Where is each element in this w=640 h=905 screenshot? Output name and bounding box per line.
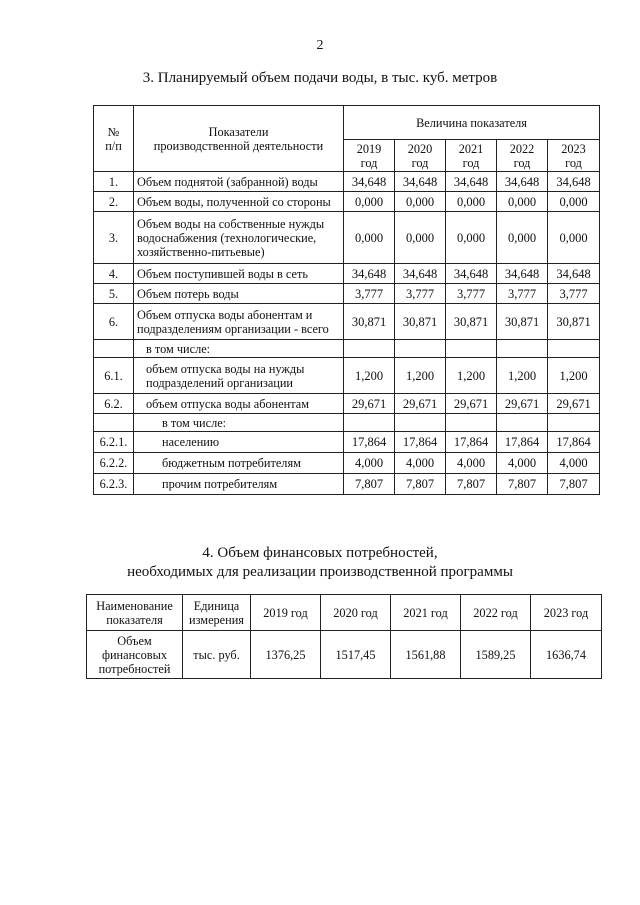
fin-header-cell: Наименование показателя <box>87 595 183 631</box>
row-value: 3,777 <box>497 284 548 304</box>
row-value <box>446 340 497 358</box>
row-value <box>344 414 395 432</box>
row-indicator: бюджетным потребителям <box>134 453 344 474</box>
row-value: 0,000 <box>548 212 600 264</box>
table4-title <box>0 544 640 582</box>
row-value <box>497 414 548 432</box>
row-value: 17,864 <box>446 432 497 453</box>
row-indicator: объем отпуска воды абонентам <box>134 394 344 414</box>
row-indicator: в том числе: <box>134 414 344 432</box>
table-row <box>94 172 600 192</box>
row-value: 29,671 <box>446 394 497 414</box>
row-value <box>446 414 497 432</box>
table-row <box>94 192 600 212</box>
row-value: 17,864 <box>344 432 395 453</box>
fin-value-cell: 1376,25 <box>251 631 321 679</box>
row-value: 0,000 <box>446 192 497 212</box>
row-number: 2. <box>94 192 134 212</box>
row-value: 1,200 <box>548 358 600 394</box>
fin-value-cell: 1561,88 <box>391 631 461 679</box>
row-number: 4. <box>94 264 134 284</box>
row-value: 30,871 <box>446 304 497 340</box>
row-value: 4,000 <box>395 453 446 474</box>
row-value: 0,000 <box>497 192 548 212</box>
row-value <box>344 340 395 358</box>
table-row <box>94 474 600 495</box>
row-indicator: Объем отпуска воды абонентам и подразделениям организации - всего <box>134 304 344 340</box>
row-value: 1,200 <box>395 358 446 394</box>
table-row <box>94 264 600 284</box>
row-value: 3,777 <box>395 284 446 304</box>
row-value: 30,871 <box>395 304 446 340</box>
row-value: 34,648 <box>395 172 446 192</box>
row-value: 30,871 <box>344 304 395 340</box>
row-indicator: в том числе: <box>134 340 344 358</box>
table-row <box>94 414 600 432</box>
row-value: 1,200 <box>497 358 548 394</box>
row-number: 6.2. <box>94 394 134 414</box>
table-row <box>94 453 600 474</box>
row-value: 34,648 <box>548 264 600 284</box>
row-value: 7,807 <box>344 474 395 495</box>
row-value <box>548 414 600 432</box>
row-value: 29,671 <box>344 394 395 414</box>
row-value: 34,648 <box>497 172 548 192</box>
fin-header-cell: Единица измерения <box>183 595 251 631</box>
row-value: 34,648 <box>446 172 497 192</box>
table-row <box>94 432 600 453</box>
fin-value-cell: 1636,74 <box>531 631 602 679</box>
row-value: 4,000 <box>344 453 395 474</box>
fin-value-cell: Объем финансовых потребностей <box>87 631 183 679</box>
fin-value-cell: 1517,45 <box>321 631 391 679</box>
financial-needs-table <box>86 594 602 679</box>
page-number: 2 <box>316 38 324 53</box>
row-number: 1. <box>94 172 134 192</box>
row-indicator: Объем поступившей воды в сеть <box>134 264 344 284</box>
row-indicator: Объем воды на собственные нужды водоснабжения (технологические, хозяйственно-питьевые) <box>134 212 344 264</box>
row-value <box>497 340 548 358</box>
table-row <box>94 284 600 304</box>
header-year: 2023 год <box>548 140 600 172</box>
fin-value-cell: тыс. руб. <box>183 631 251 679</box>
table-row <box>94 358 600 394</box>
row-value <box>395 414 446 432</box>
header-year: 2021 год <box>446 140 497 172</box>
row-number <box>94 414 134 432</box>
fin-header-cell: 2023 год <box>531 595 602 631</box>
row-value: 1,200 <box>344 358 395 394</box>
row-value: 17,864 <box>395 432 446 453</box>
row-value <box>395 340 446 358</box>
table-row <box>94 394 600 414</box>
table-row <box>94 340 600 358</box>
row-indicator: прочим потребителям <box>134 474 344 495</box>
row-value <box>548 340 600 358</box>
row-value: 29,671 <box>395 394 446 414</box>
row-indicator: объем отпуска воды на нужды подразделений организации <box>134 358 344 394</box>
table-row <box>94 212 600 264</box>
row-value: 7,807 <box>446 474 497 495</box>
row-indicator: Объем потерь воды <box>134 284 344 304</box>
row-number: 5. <box>94 284 134 304</box>
row-value: 34,648 <box>548 172 600 192</box>
row-value: 29,671 <box>497 394 548 414</box>
header-year: 2019 год <box>344 140 395 172</box>
row-number: 6.2.2. <box>94 453 134 474</box>
row-value: 7,807 <box>497 474 548 495</box>
table-row <box>94 304 600 340</box>
row-value: 4,000 <box>497 453 548 474</box>
row-value: 4,000 <box>548 453 600 474</box>
row-indicator: населению <box>134 432 344 453</box>
row-number: 6.1. <box>94 358 134 394</box>
table3-title: 3. Планируемый объем подачи воды, в тыс. куб. метров <box>142 70 498 86</box>
table4-title-line2: необходимых для реализации производственной программы <box>127 564 513 580</box>
water-supply-table <box>93 105 600 495</box>
fin-header-cell: 2022 год <box>461 595 531 631</box>
row-value: 0,000 <box>395 212 446 264</box>
row-number: 6.2.1. <box>94 432 134 453</box>
header-num: № п/п <box>94 106 134 172</box>
table4-title-line1: 4. Объем финансовых потребностей, <box>202 545 438 561</box>
row-value: 7,807 <box>548 474 600 495</box>
row-indicator: Объем воды, полученной со стороны <box>134 192 344 212</box>
row-value: 0,000 <box>446 212 497 264</box>
row-value: 3,777 <box>446 284 497 304</box>
row-value: 29,671 <box>548 394 600 414</box>
row-value: 3,777 <box>548 284 600 304</box>
row-number: 6. <box>94 304 134 340</box>
row-value: 30,871 <box>497 304 548 340</box>
fin-header-cell: 2020 год <box>321 595 391 631</box>
fin-header-cell: 2019 год <box>251 595 321 631</box>
fin-header-cell: 2021 год <box>391 595 461 631</box>
header-value-group: Величина показателя <box>344 106 600 140</box>
row-number: 6.2.3. <box>94 474 134 495</box>
row-value: 17,864 <box>497 432 548 453</box>
row-value: 34,648 <box>446 264 497 284</box>
row-value: 1,200 <box>446 358 497 394</box>
header-indicator: Показатели производственной деятельности <box>134 106 344 172</box>
row-value: 34,648 <box>395 264 446 284</box>
header-year: 2020 год <box>395 140 446 172</box>
row-value: 0,000 <box>344 212 395 264</box>
row-value: 0,000 <box>344 192 395 212</box>
row-value: 30,871 <box>548 304 600 340</box>
row-number <box>94 340 134 358</box>
row-value: 34,648 <box>497 264 548 284</box>
header-year: 2022 год <box>497 140 548 172</box>
row-value: 4,000 <box>446 453 497 474</box>
row-value: 0,000 <box>548 192 600 212</box>
row-value: 7,807 <box>395 474 446 495</box>
row-value: 0,000 <box>497 212 548 264</box>
row-value: 17,864 <box>548 432 600 453</box>
row-number: 3. <box>94 212 134 264</box>
row-value: 34,648 <box>344 264 395 284</box>
row-value: 34,648 <box>344 172 395 192</box>
fin-value-cell: 1589,25 <box>461 631 531 679</box>
row-value: 0,000 <box>395 192 446 212</box>
row-value: 3,777 <box>344 284 395 304</box>
row-indicator: Объем поднятой (забранной) воды <box>134 172 344 192</box>
